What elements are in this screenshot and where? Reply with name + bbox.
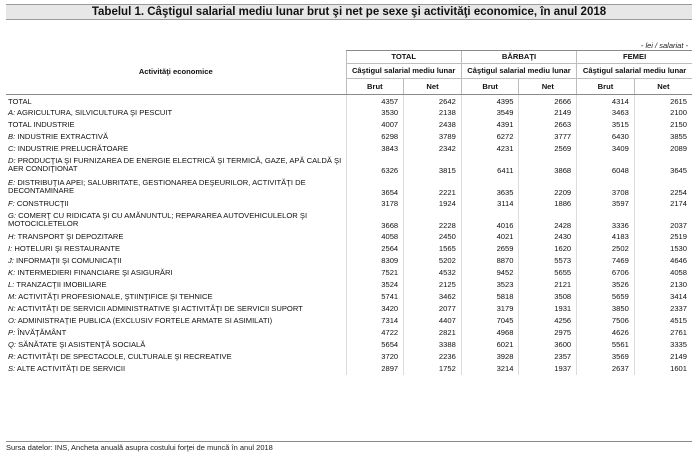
value-cell-men-net: 2430 (519, 231, 577, 243)
brut-header-women: Brut (577, 79, 635, 95)
value-cell-women-brut: 4626 (577, 327, 635, 339)
value-cell-men-net: 2975 (519, 327, 577, 339)
value-cell-total-net: 3388 (404, 339, 462, 351)
subheader-total: Câştigul salarial mediu lunar (346, 64, 461, 79)
value-cell-women-net: 4058 (634, 267, 692, 279)
value-cell-women-brut: 3515 (577, 119, 635, 131)
value-cell-men-net: 5573 (519, 255, 577, 267)
activity-code: J: (8, 256, 14, 266)
activity-name-cell (6, 176, 346, 198)
value-cell-men-brut: 3179 (461, 303, 519, 315)
activity-column-header: Activităţi economice (6, 51, 346, 95)
activity-name: TOTAL INDUSTRIE (8, 119, 75, 129)
value-cell-total-net: 1565 (404, 243, 462, 255)
group-header-total: TOTAL (346, 51, 461, 64)
activity-name: INFORMAŢII ŞI COMUNICAŢII (16, 256, 122, 266)
value-cell-men-net: 2569 (519, 143, 577, 155)
value-cell-men-net: 3777 (519, 131, 577, 143)
value-cell-women-brut: 3850 (577, 303, 635, 315)
value-cell-women-net: 2337 (634, 303, 692, 315)
activity-name-cell (6, 155, 346, 177)
value-cell-total-brut: 3530 (346, 107, 404, 119)
table-row (6, 107, 692, 119)
value-cell-women-brut: 6706 (577, 267, 635, 279)
value-cell-men-brut: 4016 (461, 210, 519, 232)
value-cell-women-brut: 3526 (577, 279, 635, 291)
value-cell-men-net: 2666 (519, 95, 577, 107)
activity-name: ADMINISTRAŢIE PUBLICA (EXCLUSIV FORTELE ARMATE SI ASIMILATI) (17, 316, 273, 326)
value-cell-total-brut: 6326 (346, 155, 404, 177)
value-cell-total-net: 1752 (404, 363, 462, 375)
value-cell-women-net: 2615 (634, 95, 692, 107)
table-row (6, 243, 692, 255)
value-cell-men-net: 4256 (519, 315, 577, 327)
value-cell-women-brut: 3336 (577, 210, 635, 232)
value-cell-total-brut: 3668 (346, 210, 404, 232)
value-cell-men-brut: 6411 (461, 155, 519, 177)
value-cell-total-brut: 7521 (346, 267, 404, 279)
value-cell-women-net: 4646 (634, 255, 692, 267)
activity-code: R: (8, 352, 16, 362)
value-cell-men-brut: 6021 (461, 339, 519, 351)
value-cell-men-net: 5655 (519, 267, 577, 279)
brut-header-men: Brut (461, 79, 519, 95)
value-cell-women-net: 2130 (634, 279, 692, 291)
value-cell-women-brut: 3569 (577, 351, 635, 363)
value-cell-total-brut: 4058 (346, 231, 404, 243)
value-cell-total-net: 2138 (404, 107, 462, 119)
value-cell-men-net: 2357 (519, 351, 577, 363)
table-row (6, 327, 692, 339)
value-cell-total-brut: 5741 (346, 291, 404, 303)
value-cell-women-net: 4515 (634, 315, 692, 327)
activity-name: INTERMEDIERI FINANCIARE ŞI ASIGURĂRI (17, 268, 173, 278)
activity-name: ACTIVITĂŢI DE SPECTACOLE, CULTURALE ŞI RECREATIVE (17, 352, 232, 362)
value-cell-total-net: 2077 (404, 303, 462, 315)
activity-name-cell (6, 339, 346, 351)
value-cell-total-brut: 4357 (346, 95, 404, 107)
activity-name-cell (6, 327, 346, 339)
value-cell-total-brut: 3420 (346, 303, 404, 315)
activity-name: TOTAL (8, 96, 32, 106)
value-cell-women-net: 3335 (634, 339, 692, 351)
activity-name-cell (6, 243, 346, 255)
value-cell-men-brut: 4391 (461, 119, 519, 131)
value-cell-women-brut: 7469 (577, 255, 635, 267)
activity-name: ACTIVITĂŢI PROFESIONALE, ŞTIINŢIFICE ŞI TEHNICE (18, 292, 213, 302)
table-row (6, 267, 692, 279)
value-cell-total-net: 2221 (404, 176, 462, 198)
value-cell-total-net: 1924 (404, 198, 462, 210)
value-cell-men-brut: 4395 (461, 95, 519, 107)
activity-code: N: (8, 304, 16, 314)
table-row (6, 291, 692, 303)
table-row (6, 155, 692, 177)
value-cell-total-net: 2438 (404, 119, 462, 131)
value-cell-women-brut: 6430 (577, 131, 635, 143)
activity-name: INDUSTRIE EXTRACTIVĂ (17, 131, 109, 141)
table-row (6, 176, 692, 198)
value-cell-men-net: 3868 (519, 155, 577, 177)
subheader-men: Câştigul salarial mediu lunar (461, 64, 576, 79)
value-cell-total-brut: 3843 (346, 143, 404, 155)
value-cell-total-net: 2642 (404, 95, 462, 107)
value-cell-total-brut: 4007 (346, 119, 404, 131)
activity-name-cell (6, 95, 346, 107)
value-cell-women-net: 2089 (634, 143, 692, 155)
activity-name-cell (6, 303, 346, 315)
activity-code: B: (8, 131, 16, 141)
value-cell-men-net: 2663 (519, 119, 577, 131)
salary-table (6, 50, 692, 375)
table-row (6, 339, 692, 351)
table-row (6, 231, 692, 243)
activity-code: A: (8, 107, 16, 117)
table-row (6, 95, 692, 107)
value-cell-women-brut: 5561 (577, 339, 635, 351)
value-cell-total-brut: 3178 (346, 198, 404, 210)
activity-code: G: (8, 211, 17, 221)
activity-name: ACTIVITĂŢI DE SERVICII ADMINISTRATIVE ŞI ACTIVITĂŢI DE SERVICII SUPORT (17, 304, 303, 314)
activity-code: S: (8, 364, 16, 374)
value-cell-women-net: 1601 (634, 363, 692, 375)
value-cell-total-net: 4407 (404, 315, 462, 327)
value-cell-men-net: 1931 (519, 303, 577, 315)
activity-name-cell (6, 143, 346, 155)
value-cell-women-net: 2254 (634, 176, 692, 198)
value-cell-men-brut: 4021 (461, 231, 519, 243)
unit-label: - lei / salariat - (640, 41, 688, 50)
value-cell-total-net: 2236 (404, 351, 462, 363)
value-cell-women-brut: 3463 (577, 107, 635, 119)
activity-name-cell (6, 279, 346, 291)
value-cell-total-net: 2821 (404, 327, 462, 339)
value-cell-total-brut: 2564 (346, 243, 404, 255)
activity-name: ÎNVĂŢĂMÂNT (17, 328, 67, 338)
value-cell-men-brut: 8870 (461, 255, 519, 267)
value-cell-women-brut: 2502 (577, 243, 635, 255)
activity-name-cell (6, 231, 346, 243)
activity-code: F: (8, 198, 15, 208)
table-row (6, 210, 692, 232)
value-cell-total-net: 4532 (404, 267, 462, 279)
table-row (6, 131, 692, 143)
activity-name-cell (6, 210, 346, 232)
activity-name-cell (6, 255, 346, 267)
brut-header-total: Brut (346, 79, 404, 95)
value-cell-total-brut: 7314 (346, 315, 404, 327)
activity-code: M: (8, 292, 17, 302)
value-cell-women-net: 2149 (634, 351, 692, 363)
value-cell-men-brut: 3523 (461, 279, 519, 291)
value-cell-men-brut: 3635 (461, 176, 519, 198)
table-row (6, 119, 692, 131)
value-cell-women-net: 2761 (634, 327, 692, 339)
value-cell-men-brut: 3114 (461, 198, 519, 210)
value-cell-women-net: 1530 (634, 243, 692, 255)
value-cell-men-net: 2209 (519, 176, 577, 198)
value-cell-women-brut: 7506 (577, 315, 635, 327)
activity-name: CONSTRUCŢII (16, 198, 69, 208)
activity-code: E: (8, 177, 16, 187)
table-row (6, 363, 692, 375)
value-cell-men-net: 1937 (519, 363, 577, 375)
value-cell-women-net: 2174 (634, 198, 692, 210)
activity-name-cell (6, 107, 346, 119)
table-row (6, 198, 692, 210)
value-cell-men-net: 3508 (519, 291, 577, 303)
value-cell-women-net: 2100 (634, 107, 692, 119)
net-header-men: Net (519, 79, 577, 95)
value-cell-total-brut: 6298 (346, 131, 404, 143)
activity-code: I: (8, 244, 13, 254)
net-header-total: Net (404, 79, 462, 95)
value-cell-men-net: 1886 (519, 198, 577, 210)
value-cell-women-net: 2150 (634, 119, 692, 131)
activity-code: Q: (8, 340, 17, 350)
value-cell-total-net: 2450 (404, 231, 462, 243)
table-row (6, 315, 692, 327)
value-cell-men-brut: 3928 (461, 351, 519, 363)
activity-name-cell (6, 291, 346, 303)
value-cell-total-brut: 2897 (346, 363, 404, 375)
activity-name-cell (6, 267, 346, 279)
table-row (6, 303, 692, 315)
table-row (6, 351, 692, 363)
value-cell-total-brut: 3654 (346, 176, 404, 198)
value-cell-total-net: 2342 (404, 143, 462, 155)
activity-code: C: (8, 143, 16, 153)
group-header-women: FEMEI (577, 51, 692, 64)
value-cell-total-brut: 3720 (346, 351, 404, 363)
value-cell-men-brut: 9452 (461, 267, 519, 279)
value-cell-men-brut: 3549 (461, 107, 519, 119)
activity-name-cell (6, 315, 346, 327)
activity-code: O: (8, 316, 17, 326)
activity-name: ALTE ACTIVITĂŢI DE SERVICII (16, 364, 126, 374)
activity-name: AGRICULTURA, SILVICULTURA ŞI PESCUIT (16, 107, 173, 117)
value-cell-men-net: 1620 (519, 243, 577, 255)
value-cell-men-brut: 3214 (461, 363, 519, 375)
value-cell-women-brut: 3708 (577, 176, 635, 198)
activity-name-cell (6, 363, 346, 375)
activity-name-cell (6, 119, 346, 131)
activity-code: K: (8, 268, 16, 278)
value-cell-men-brut: 2659 (461, 243, 519, 255)
value-cell-women-brut: 5659 (577, 291, 635, 303)
table-row (6, 255, 692, 267)
subheader-women: Câştigul salarial mediu lunar (577, 64, 692, 79)
activity-name: DISTRIBUŢIA APEI; SALUBRITATE, GESTIONAREA DEŞEURILOR, ACTIVITĂŢI DE DECONTAMINARE (8, 177, 306, 195)
activity-code: H: (8, 232, 16, 242)
activity-name: COMERŢ CU RIDICATA ŞI CU AMĂNUNTUL; REPARAREA AUTOVEHICULELOR ŞI MOTOCICLETELOR (8, 211, 308, 229)
value-cell-total-net: 3815 (404, 155, 462, 177)
activity-name: SĂNĂTATE ŞI ASISTENŢĂ SOCIALĂ (18, 340, 146, 350)
activity-code: L: (8, 280, 15, 290)
value-cell-total-brut: 3524 (346, 279, 404, 291)
activity-code: P: (8, 328, 16, 338)
activity-name: HOTELURI ŞI RESTAURANTE (14, 244, 121, 254)
value-cell-men-brut: 6272 (461, 131, 519, 143)
value-cell-women-brut: 6048 (577, 155, 635, 177)
value-cell-men-net: 2121 (519, 279, 577, 291)
activity-name-cell (6, 131, 346, 143)
value-cell-women-brut: 2637 (577, 363, 635, 375)
activity-name: INDUSTRIE PRELUCRĂTOARE (17, 143, 129, 153)
value-cell-men-brut: 7045 (461, 315, 519, 327)
table-row (6, 143, 692, 155)
value-cell-men-brut: 5818 (461, 291, 519, 303)
value-cell-total-brut: 5654 (346, 339, 404, 351)
value-cell-men-brut: 4231 (461, 143, 519, 155)
value-cell-men-net: 2428 (519, 210, 577, 232)
activity-name-cell (6, 351, 346, 363)
table-title: Tabelul 1. Câştigul salarial mediu lunar brut şi net pe sexe şi activităţi economice, în anul 2018 (6, 4, 692, 20)
value-cell-total-net: 2228 (404, 210, 462, 232)
value-cell-women-net: 2519 (634, 231, 692, 243)
value-cell-women-net: 2037 (634, 210, 692, 232)
value-cell-men-net: 2149 (519, 107, 577, 119)
activity-name: TRANZACŢII IMOBILIARE (16, 280, 107, 290)
value-cell-women-brut: 4314 (577, 95, 635, 107)
net-header-women: Net (634, 79, 692, 95)
value-cell-total-net: 3462 (404, 291, 462, 303)
table-body (6, 95, 692, 376)
activity-name: TRANSPORT ŞI DEPOZITARE (17, 232, 124, 242)
activity-name: PRODUCŢIA ŞI FURNIZAREA DE ENERGIE ELECTRICĂ ŞI TERMICĂ, GAZE, APĂ CALDĂ ŞI AER CONDIŢIONAT (8, 156, 342, 174)
group-header-men: BĂRBAŢI (461, 51, 576, 64)
value-cell-men-net: 3600 (519, 339, 577, 351)
value-cell-total-net: 3789 (404, 131, 462, 143)
value-cell-total-net: 2125 (404, 279, 462, 291)
activity-name-cell (6, 198, 346, 210)
value-cell-women-brut: 3597 (577, 198, 635, 210)
value-cell-women-net: 3855 (634, 131, 692, 143)
value-cell-women-brut: 4183 (577, 231, 635, 243)
value-cell-women-net: 3414 (634, 291, 692, 303)
value-cell-total-net: 5202 (404, 255, 462, 267)
value-cell-total-brut: 4722 (346, 327, 404, 339)
value-cell-total-brut: 8309 (346, 255, 404, 267)
value-cell-men-brut: 4968 (461, 327, 519, 339)
activity-code: D: (8, 156, 16, 166)
table-row (6, 279, 692, 291)
source-note: Sursa datelor: INS, Ancheta anuală asupra costului forţei de muncă în anul 2018 (6, 441, 692, 452)
value-cell-women-net: 3645 (634, 155, 692, 177)
value-cell-women-brut: 3409 (577, 143, 635, 155)
